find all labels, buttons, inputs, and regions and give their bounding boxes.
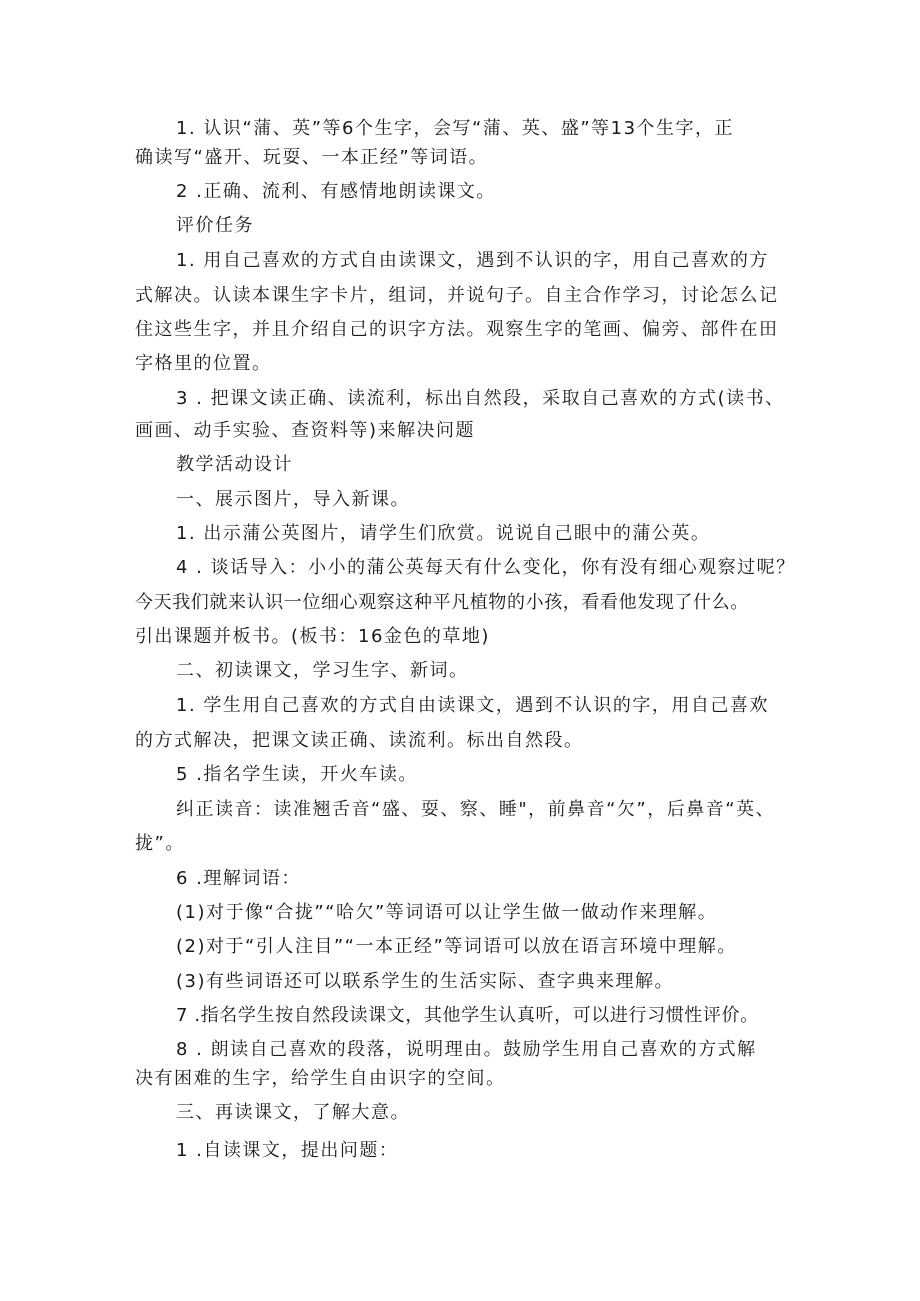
evaluation-1-line-2: 式解决。认读本课生字卡片，组词，并说句子。自主合作学习，讨论怎么记: [135, 285, 779, 306]
section-2-title: 二、初读课文，学习生字、新词。: [176, 660, 469, 681]
section-1-title: 一、展示图片，导入新课。: [176, 489, 410, 510]
design-heading: 教学活动设计: [176, 454, 293, 475]
goal-2: 2 .正确、流利、有感情地朗读课文。: [176, 181, 496, 202]
goal-1-line-1: 1. 认识“蒲、英”等6个生字，会写“蒲、英、盛”等13个生字，正: [176, 118, 735, 139]
section-2-item-8-line-1: 8 . 朗读自己喜欢的段落，说明理由。鼓励学生用自己喜欢的方式解: [176, 1039, 757, 1060]
evaluation-1-line-1: 1. 用自己喜欢的方式自由读课文，遇到不认识的字，用自己喜欢的方: [176, 250, 769, 271]
section-3-title: 三、再读课文，了解大意。: [176, 1102, 410, 1123]
evaluation-heading: 评价任务: [176, 215, 254, 236]
evaluation-3-line-1: 3 . 把课文读正确、读流利，标出自然段，采取自己喜欢的方式(读书、: [176, 388, 785, 409]
section-2-sub-3: (3)有些词语还可以联系学生的生活实际、查字典来理解。: [176, 971, 674, 992]
section-2-correction-line-2: 拢”。: [135, 833, 185, 854]
evaluation-1-line-4: 字格里的位置。: [135, 353, 272, 374]
section-2-item-1-line-1: 1. 学生用自己喜欢的方式自由读课文，遇到不认识的字，用自己喜欢: [176, 695, 769, 716]
section-2-sub-1: (1)对于像“合拢”“哈欠”等词语可以让学生做一做动作来理解。: [176, 902, 718, 923]
section-2-sub-2: (2)对于“引人注目”“一本正经”等词语可以放在语言环境中理解。: [176, 936, 737, 957]
section-2-item-6: 6 .理解词语：: [176, 868, 301, 889]
evaluation-3-line-2: 画画、动手实验、查资料等)来解决问题: [135, 420, 476, 441]
section-2-item-1-line-2: 的方式解决，把课文读正确、读流利。标出自然段。: [135, 730, 584, 751]
section-1-item-4-line-1: 4 . 谈话导入：小小的蒲公英每天有什么变化，你有没有细心观察过呢？: [176, 557, 796, 578]
section-1-item-1: 1. 出示蒲公英图片，请学生们欣赏。说说自己眼中的蒲公英。: [176, 523, 711, 544]
section-2-item-5: 5 .指名学生读，开火车读。: [176, 764, 418, 785]
section-2-correction-line-1: 纠正读音：读准翘舌音“盛、耍、察、睡"，前鼻音“欠”，后鼻音“英、: [176, 799, 776, 820]
section-1-item-4-line-3: 引出课题并板书。(板书：16金色的草地): [135, 626, 490, 647]
section-1-item-4-line-2: 今天我们就来认识一位细心观察这种平凡植物的小孩，看看他发现了什么。: [135, 592, 749, 613]
goal-1-line-2: 确读写“盛开、玩耍、一本正经”等词语。: [135, 147, 489, 168]
section-2-item-7: 7 .指名学生按自然段读课文，其他学生认真听，可以进行习惯性评价。: [176, 1005, 759, 1026]
section-2-item-8-line-2: 决有困难的生字，给学生自由识字的空间。: [135, 1068, 506, 1089]
section-3-item-1: 1 .自读课文，提出问题：: [176, 1140, 399, 1161]
evaluation-1-line-3: 住这些生字，并且介绍自己的识字方法。观察生字的笔画、偏旁、部件在田: [135, 319, 779, 340]
